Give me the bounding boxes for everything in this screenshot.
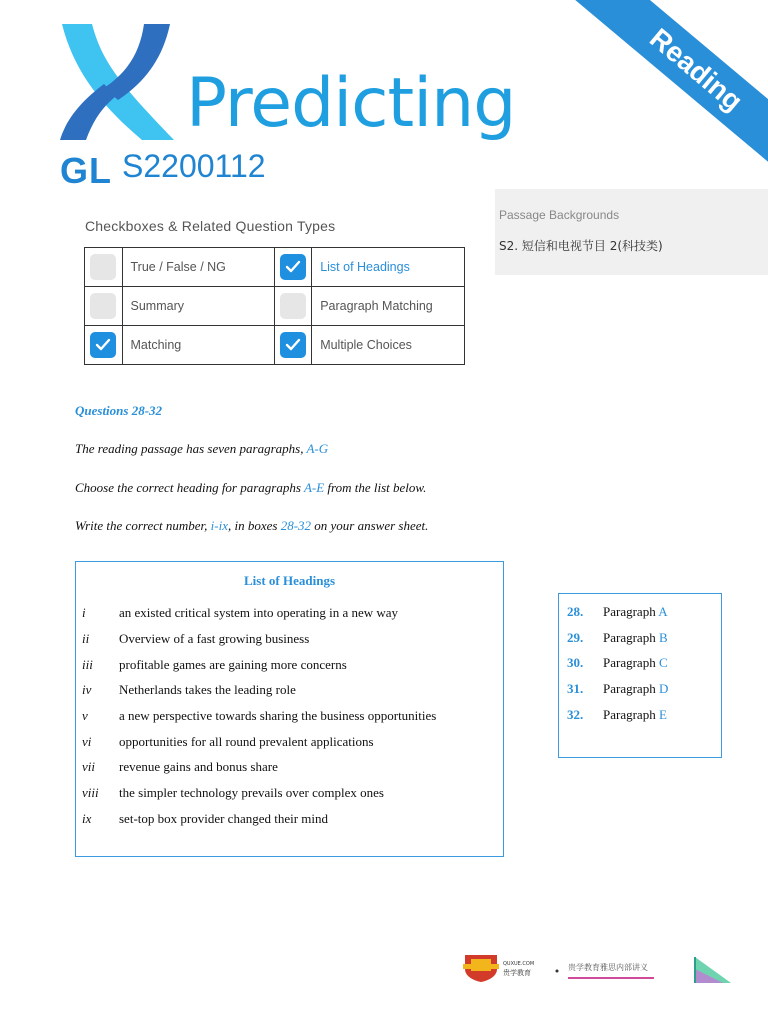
answer-label: Paragraph (603, 655, 656, 670)
answer-letter: D (658, 681, 669, 696)
checkmark-icon (285, 338, 301, 352)
checkbox-true-false-ng[interactable] (90, 254, 116, 280)
question-type-label: Summary (122, 287, 274, 326)
instruction-highlight: A-G (306, 441, 329, 456)
passage-item: S2. 短信和电视节目 2(科技类) (499, 239, 663, 253)
questions-title: Questions 28-32 (75, 403, 163, 418)
instruction-line (75, 441, 328, 457)
answer-number: 31. (567, 681, 584, 696)
heading-text: the simpler technology prevails over complex ones (119, 785, 384, 800)
answer-label: Paragraph (603, 630, 656, 645)
heading-number: i (82, 605, 86, 620)
checkbox-paragraph-matching[interactable] (280, 293, 306, 319)
answer-label: Paragraph (603, 681, 656, 696)
heading-number: vii (82, 759, 95, 774)
list-item (82, 785, 384, 801)
heading-number: viii (82, 785, 99, 800)
instruction-line (75, 480, 426, 496)
instruction-line (75, 518, 428, 534)
checkbox-multiple-choices[interactable] (280, 332, 306, 358)
quxue-logo-icon (463, 951, 563, 983)
heading-text: opportunities for all round prevalent applications (119, 734, 374, 749)
answer-number: 32. (567, 707, 584, 722)
instruction-highlight: A-E (303, 480, 325, 495)
footer-brand-cn: 贵学教育 (503, 969, 531, 977)
instruction-text: on your answer sheet. (311, 518, 429, 533)
heading-text: set-top box provider changed their mind (119, 811, 329, 826)
footer-brand-small: QUXUE.COM (503, 961, 535, 967)
list-item (82, 682, 296, 698)
instruction-text: The reading passage has seven paragraphs, (75, 441, 307, 456)
instruction-text: Write the correct number, (75, 518, 211, 533)
answer-box (558, 593, 722, 758)
instruction-text: , in boxes (227, 518, 281, 533)
answer-number: 29. (567, 630, 584, 645)
headings-title: List of Headings (243, 573, 335, 588)
answer-letter: E (658, 707, 667, 722)
answer-number: 28. (567, 604, 584, 619)
question-type-grid (84, 247, 465, 365)
question-type-label: Multiple Choices (312, 326, 465, 365)
passage-backgrounds-box (495, 189, 768, 275)
document-code (60, 150, 266, 192)
list-item (82, 631, 309, 647)
question-type-label: Matching (122, 326, 274, 365)
answer-letter: A (658, 604, 668, 619)
list-item (82, 605, 398, 621)
heading-number: iv (82, 682, 92, 697)
heading-number: v (82, 708, 88, 723)
answer-row (567, 604, 668, 620)
heading-text: Overview of a fast growing business (119, 631, 310, 646)
question-type-label: True / False / NG (122, 248, 274, 287)
checkmark-icon (285, 260, 301, 274)
answer-number: 30. (567, 655, 584, 670)
page-title: Predicting (186, 64, 516, 143)
checkmark-icon (95, 338, 111, 352)
instruction-text: Choose the correct heading for paragraphs (75, 480, 304, 495)
heading-text: a new perspective towards sharing the business opportunities (119, 708, 437, 723)
reading-ribbon: Reading (558, 0, 768, 191)
heading-number: ii (82, 631, 90, 646)
passage-heading: Passage Backgrounds (499, 208, 620, 222)
checkbox-section-title: Checkboxes & Related Question Types (85, 218, 336, 234)
list-item (82, 657, 347, 673)
gl-prefix: GL (60, 150, 112, 191)
corner-triangle-icon (693, 955, 733, 987)
answer-letter: C (658, 655, 668, 670)
answer-row (567, 630, 668, 646)
answer-label: Paragraph (603, 604, 656, 619)
heading-text: an existed critical system into operating in a new way (119, 605, 399, 620)
answer-row (567, 655, 668, 671)
list-of-headings-box (75, 561, 504, 857)
question-type-label: Paragraph Matching (312, 287, 465, 326)
checkbox-summary[interactable] (90, 293, 116, 319)
answer-row (567, 707, 667, 723)
instruction-highlight: 28-32 (280, 518, 312, 533)
code-number: S2200112 (122, 148, 266, 184)
footer-text: 贵学教育雅思内部讲义 (568, 963, 648, 972)
answer-row (567, 681, 668, 697)
heading-text: profitable games are gaining more concerns (119, 657, 347, 672)
list-item (82, 811, 328, 827)
list-item (82, 734, 374, 750)
instruction-highlight: i-ix (210, 518, 228, 533)
logo-x-icon (58, 22, 178, 142)
footer-divider (568, 977, 654, 979)
heading-number: ix (82, 811, 92, 826)
checkbox-matching[interactable] (90, 332, 116, 358)
heading-number: iii (82, 657, 93, 672)
list-item (82, 708, 436, 724)
heading-text: revenue gains and bonus share (119, 759, 278, 774)
question-type-label: List of Headings (312, 248, 465, 287)
answer-label: Paragraph (603, 707, 656, 722)
heading-text: Netherlands takes the leading role (119, 682, 296, 697)
heading-number: vi (82, 734, 92, 749)
answer-letter: B (658, 630, 668, 645)
list-item (82, 759, 278, 775)
checkbox-list-of-headings[interactable] (280, 254, 306, 280)
instruction-text: from the list below. (324, 480, 427, 495)
